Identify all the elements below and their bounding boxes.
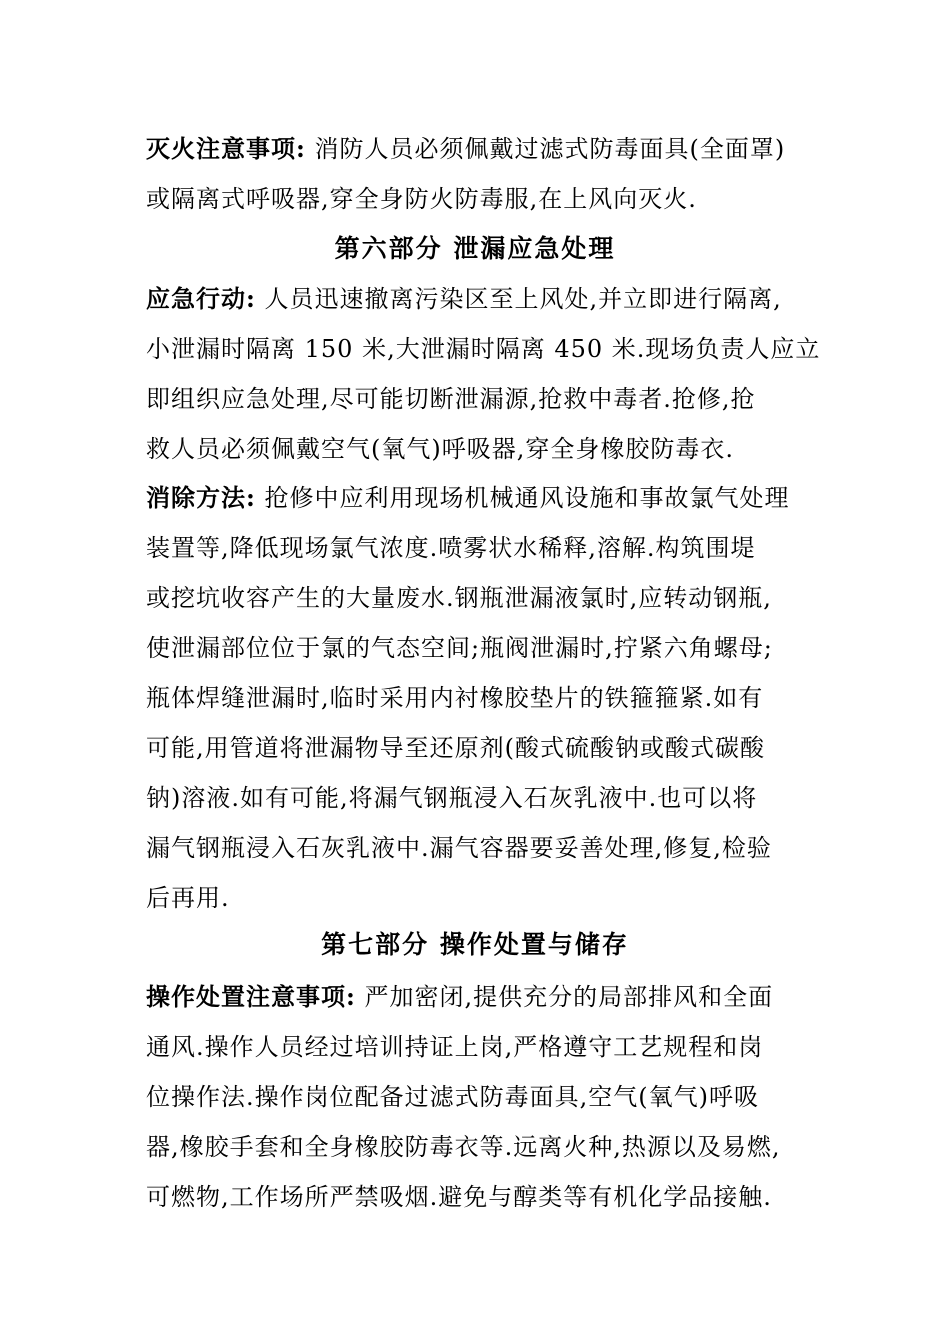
- emergency-action-label: 应急行动:: [146, 284, 256, 313]
- operation-precautions-line-3: 位操作法.操作岗位配备过滤式防毒面具,空气(氧气)呼吸: [146, 1083, 759, 1111]
- section-heading-part6: 第六部分 泄漏应急处理: [334, 234, 616, 263]
- operation-precautions-label: 操作处置注意事项:: [146, 982, 356, 1011]
- emergency-action-line-3: 即组织应急处理,尽可能切断泄漏源,抢救中毒者.抢修,抢: [146, 385, 756, 413]
- removal-method-label: 消除方法:: [146, 483, 256, 512]
- operation-precautions-line-4: 器,橡胶手套和全身橡胶防毒衣等.远离火种,热源以及易燃,: [146, 1133, 781, 1161]
- emergency-action-text: 人员迅速撤离污染区至上风处,并立即进行隔离,: [255, 285, 782, 313]
- removal-method-line-6: 可能,用管道将泄漏物导至还原剂(酸式硫酸钠或酸式碳酸: [146, 734, 765, 762]
- emergency-action-line-4: 救人员必须佩戴空气(氧气)呼吸器,穿全身橡胶防毒衣.: [146, 435, 734, 463]
- removal-method-line-3: 或挖坑收容产生的大量废水.钢瓶泄漏液氯时,应转动钢瓶,: [146, 584, 772, 612]
- removal-method-line-9: 后再用.: [146, 884, 230, 912]
- fire-precautions-label: 灭火注意事项:: [146, 134, 306, 163]
- removal-method-line-8: 漏气钢瓶浸入石灰乳液中.漏气容器要妥善处理,修复,检验: [146, 834, 772, 862]
- removal-method-line-1: [146, 483, 790, 513]
- removal-method-line-7: 钠)溶液.如有可能,将漏气钢瓶浸入石灰乳液中.也可以将: [146, 784, 758, 812]
- fire-precautions-line-1: [146, 134, 785, 164]
- operation-precautions-line-1: [146, 982, 773, 1012]
- emergency-action-line-2: 小泄漏时隔离 150 米,大泄漏时隔离 450 米.现场负责人应立: [146, 335, 821, 363]
- removal-method-line-2: 装置等,降低现场氯气浓度.喷雾状水稀释,溶解.构筑围堤: [146, 534, 756, 562]
- operation-precautions-line-5: 可燃物,工作场所严禁吸烟.避免与醇类等有机化学品接触.: [146, 1183, 772, 1211]
- fire-precautions-line-2: 或隔离式呼吸器,穿全身防火防毒服,在上风向灭火.: [146, 185, 697, 213]
- operation-precautions-text: 严加密闭,提供充分的局部排风和全面: [355, 983, 774, 1011]
- removal-method-text: 抢修中应利用现场机械通风设施和事故氯气处理: [255, 484, 790, 512]
- section-heading-part7: 第七部分 操作处置与储存: [321, 930, 629, 959]
- operation-precautions-line-2: 通风.操作人员经过培训持证上岗,严格遵守工艺规程和岗: [146, 1033, 764, 1061]
- emergency-action-line-1: [146, 284, 782, 314]
- removal-method-line-5: 瓶体焊缝泄漏时,临时采用内衬橡胶垫片的铁箍箍紧.如有: [146, 684, 764, 712]
- removal-method-line-4: 使泄漏部位位于氯的气态空间;瓶阀泄漏时,拧紧六角螺母;: [146, 634, 773, 662]
- fire-precautions-text: 消防人员必须佩戴过滤式防毒面具(全面罩): [305, 135, 786, 163]
